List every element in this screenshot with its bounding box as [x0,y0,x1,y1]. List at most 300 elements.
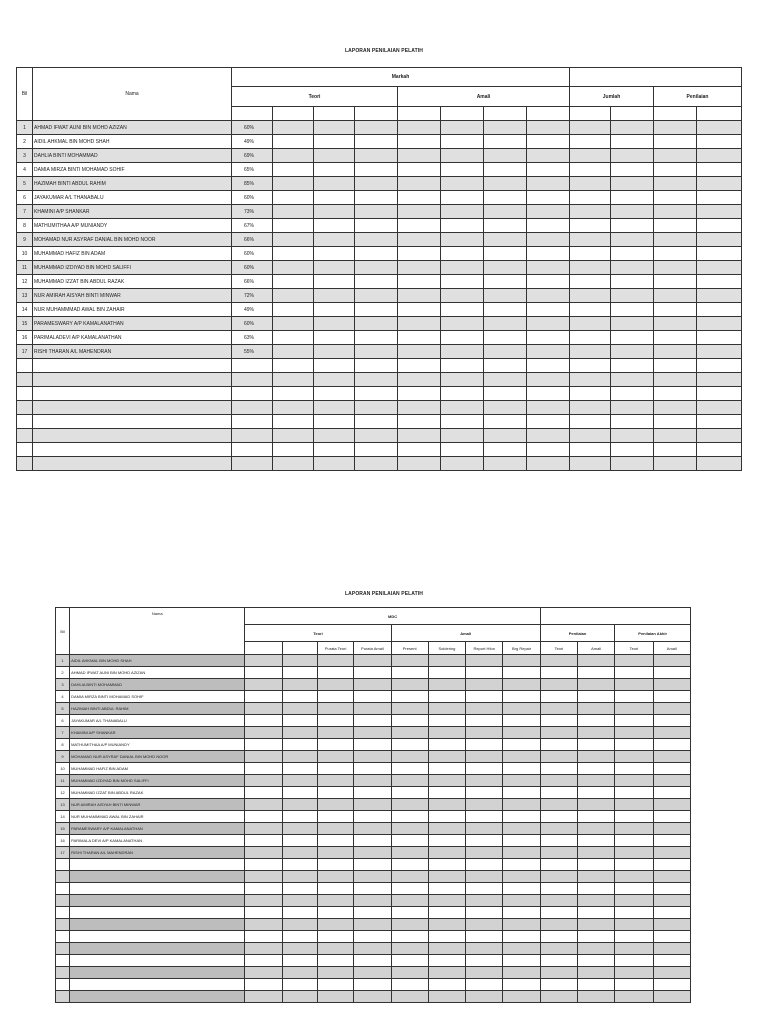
cell-empty [354,847,391,859]
cell-empty [17,443,33,457]
cell-empty [484,177,527,191]
cell-empty [503,775,540,787]
cell-empty [654,443,697,457]
cell-empty [578,991,615,1003]
header-penilaian: Penilaian [540,625,615,642]
cell-empty [245,655,282,667]
cell-empty [540,979,577,991]
cell-empty [355,401,398,415]
cell-empty [503,979,540,991]
cell-empty [540,859,577,871]
cell-empty [314,205,355,219]
cell-markah: 60% [232,247,273,261]
cell-empty [273,429,314,443]
cell-empty [578,751,615,763]
cell-empty [466,907,503,919]
cell-empty [70,871,245,883]
cell-empty [615,847,653,859]
cell-empty [540,775,577,787]
cell-empty [654,163,697,177]
cell-empty [56,955,70,967]
cell-empty [484,191,527,205]
cell-empty [282,715,317,727]
cell-empty [245,871,282,883]
cell-bil: 12 [56,787,70,799]
cell-empty [527,149,570,163]
cell-bil: 1 [56,655,70,667]
cell-empty [540,655,577,667]
table-row [56,811,691,823]
cell-markah: 66% [232,233,273,247]
cell-empty [654,205,697,219]
cell-empty [484,457,527,471]
cell-empty [466,991,503,1003]
cell-empty [653,667,690,679]
cell-empty [355,443,398,457]
cell-empty [527,247,570,261]
cell-empty [282,787,317,799]
cell-empty [355,359,398,373]
cell-empty [428,871,465,883]
cell-empty [697,261,742,275]
cell-empty [484,443,527,457]
cell-empty [527,275,570,289]
cell-empty [654,317,697,331]
cell-empty [466,943,503,955]
cell-empty [398,359,441,373]
cell-empty [398,275,441,289]
cell-empty [570,149,611,163]
cell-bil: 10 [56,763,70,775]
cell-nama: RISHI THARAN A/L MAHENDRAN [33,345,232,359]
cell-empty [428,823,465,835]
cell-empty [354,979,391,991]
cell-empty [653,823,690,835]
cell-empty [611,457,654,471]
cell-empty [355,149,398,163]
cell-empty [578,883,615,895]
cell-empty [527,205,570,219]
cell-empty [391,655,428,667]
cell-empty [391,919,428,931]
cell-nama: MATHUMITHAA A/P MUNIANDY [33,219,232,233]
cell-empty [570,373,611,387]
cell-empty [428,751,465,763]
cell-empty [33,387,232,401]
empty-row [56,943,691,955]
cell-empty [654,219,697,233]
table-row [56,847,691,859]
cell-empty [503,715,540,727]
cell-empty [317,715,353,727]
cell-empty [540,871,577,883]
cell-empty [611,373,654,387]
cell-empty [654,331,697,345]
cell-empty [527,135,570,149]
cell-empty [441,373,484,387]
header-present: Present [391,642,428,655]
cell-empty [245,667,282,679]
cell-nama: HAZIMAH BINTI ABDUL RAHIM [33,177,232,191]
table-row [56,703,691,715]
cell-empty [314,429,355,443]
cell-empty [697,149,742,163]
cell-nama: MATHUMITHAA A/P MUNIANDY [70,739,245,751]
cell-empty [428,679,465,691]
cell-empty [282,847,317,859]
cell-empty [570,261,611,275]
report2-title: LAPORAN PENILAIAN PELATIH [345,591,423,597]
cell-empty [391,967,428,979]
cell-bil: 11 [17,261,33,275]
cell-empty [611,415,654,429]
cell-empty [441,303,484,317]
cell-empty [466,787,503,799]
cell-empty [570,401,611,415]
cell-empty [245,979,282,991]
cell-empty [527,163,570,177]
cell-empty [391,739,428,751]
header-teori: Teori [245,625,391,642]
cell-empty [466,859,503,871]
table-row [56,751,691,763]
cell-empty [654,401,697,415]
cell-empty [503,847,540,859]
cell-empty [570,345,611,359]
cell-empty [697,373,742,387]
cell-empty [441,205,484,219]
cell-nama: MUHAMMAD IZDIYAD BIN MOHD SALIFFI [70,775,245,787]
cell-empty [441,443,484,457]
cell-empty [428,907,465,919]
cell-markah: 73% [232,205,273,219]
cell-empty [273,457,314,471]
cell-empty [232,457,273,471]
cell-empty [398,303,441,317]
cell-empty [317,991,353,1003]
header-amali: Amali [391,625,540,642]
header-mdc: MDC [245,608,540,625]
cell-empty [503,871,540,883]
empty-row [56,979,691,991]
cell-empty [282,679,317,691]
cell-empty [484,149,527,163]
cell-empty [527,191,570,205]
header-amali: Amali [398,87,570,107]
cell-empty [282,775,317,787]
cell-empty [282,967,317,979]
cell-empty [654,149,697,163]
cell-empty [232,387,273,401]
cell-empty [317,799,353,811]
cell-empty [354,835,391,847]
cell-empty [503,931,540,943]
cell-bil: 15 [17,317,33,331]
cell-empty [428,895,465,907]
cell-empty [273,373,314,387]
cell-empty [441,149,484,163]
cell-empty [654,429,697,443]
cell-empty [540,787,577,799]
cell-empty [317,919,353,931]
cell-empty [273,121,314,135]
cell-empty [273,275,314,289]
cell-empty [245,907,282,919]
cell-empty [273,191,314,205]
cell-empty [611,331,654,345]
cell-empty [317,835,353,847]
cell-empty [70,979,245,991]
cell-empty [503,751,540,763]
cell-empty [17,415,33,429]
cell-empty [354,799,391,811]
cell-bil: 10 [17,247,33,261]
cell-empty [273,135,314,149]
cell-empty [654,303,697,317]
cell-empty [245,835,282,847]
table-row [17,345,742,359]
header-report-hfon: Report Hfon [466,642,503,655]
cell-empty [354,667,391,679]
cell-empty [391,727,428,739]
cell-empty [527,359,570,373]
cell-empty [697,205,742,219]
cell-empty [354,703,391,715]
cell-empty [391,715,428,727]
cell-empty [428,775,465,787]
cell-empty [398,443,441,457]
cell-empty [611,359,654,373]
cell-empty [654,177,697,191]
cell-empty [653,883,690,895]
cell-empty [428,991,465,1003]
cell-nama: DAHLIA BINTI MOHAMMAD [33,149,232,163]
cell-empty [578,715,615,727]
cell-empty [282,991,317,1003]
cell-empty [428,703,465,715]
cell-empty [245,799,282,811]
cell-empty [391,823,428,835]
cell-bil: 8 [56,739,70,751]
cell-empty [282,655,317,667]
cell-empty [398,401,441,415]
cell-nama: AHMAD IFWAT AUNI BIN MOHD AZIZAN [33,121,232,135]
cell-empty [391,931,428,943]
table-row [56,775,691,787]
cell-empty [441,219,484,233]
header-nama: Nama [33,68,232,121]
table-row [17,275,742,289]
cell-bil: 8 [17,219,33,233]
cell-empty [33,415,232,429]
cell-empty [391,763,428,775]
cell-empty [33,373,232,387]
cell-empty [398,373,441,387]
cell-empty [282,859,317,871]
cell-empty [466,823,503,835]
cell-empty [398,121,441,135]
cell-nama: NUR AMIRAH AISYAH BINTI MINWAR [33,289,232,303]
cell-empty [428,667,465,679]
cell-empty [56,943,70,955]
cell-empty [428,739,465,751]
cell-empty [697,331,742,345]
cell-empty [314,219,355,233]
cell-empty [570,457,611,471]
cell-empty [70,991,245,1003]
cell-bil: 2 [56,667,70,679]
cell-empty [398,177,441,191]
cell-empty [245,715,282,727]
cell-empty [484,373,527,387]
cell-empty [282,667,317,679]
cell-empty [245,859,282,871]
cell-empty [611,289,654,303]
cell-markah: 60% [232,261,273,275]
cell-empty [503,823,540,835]
cell-empty [428,931,465,943]
cell-empty [540,907,577,919]
cell-nama: AHMAD IFWAT AUNI BIN MOHD AZIZAN [70,667,245,679]
cell-empty [428,763,465,775]
cell-empty [282,919,317,931]
cell-empty [697,359,742,373]
cell-empty [484,345,527,359]
cell-empty [317,847,353,859]
cell-empty [17,457,33,471]
cell-bil: 12 [17,275,33,289]
cell-empty [428,655,465,667]
cell-nama: AIDIL AHKMAL BIN MOHD SHAH [70,655,245,667]
table-row [56,823,691,835]
table-row [17,163,742,177]
cell-empty [33,359,232,373]
cell-empty [428,799,465,811]
cell-empty [527,373,570,387]
cell-empty [354,883,391,895]
header-nama: Nama [70,608,245,655]
cell-empty [611,163,654,177]
table-row [17,177,742,191]
cell-empty [317,667,353,679]
cell-empty [398,191,441,205]
cell-empty [466,739,503,751]
table-row [56,715,691,727]
cell-empty [484,275,527,289]
cell-empty [653,739,690,751]
cell-empty [314,275,355,289]
cell-empty [428,847,465,859]
cell-empty [317,931,353,943]
cell-empty [245,691,282,703]
header-sub-teori2: Teori [615,642,653,655]
cell-empty [654,415,697,429]
cell-empty [503,739,540,751]
cell-empty [314,163,355,177]
cell-empty [273,233,314,247]
cell-empty [56,883,70,895]
cell-bil: 15 [56,823,70,835]
cell-empty [615,979,653,991]
header-purata-teori: Purata Teori [317,642,353,655]
cell-nama: KHAMINI A/P SHANKAR [70,727,245,739]
cell-bil: 13 [17,289,33,303]
cell-empty [273,149,314,163]
cell-empty [245,895,282,907]
cell-empty [317,955,353,967]
cell-empty [355,429,398,443]
cell-markah: 55% [232,345,273,359]
cell-empty [398,457,441,471]
cell-empty [578,859,615,871]
cell-empty [441,275,484,289]
table-row [17,303,742,317]
cell-empty [354,955,391,967]
cell-empty [615,763,653,775]
cell-bil: 17 [56,847,70,859]
cell-empty [441,135,484,149]
cell-empty [354,871,391,883]
cell-empty [428,955,465,967]
cell-empty [273,177,314,191]
cell-empty [428,943,465,955]
cell-empty [391,751,428,763]
cell-empty [354,655,391,667]
cell-empty [282,835,317,847]
cell-markah: 60% [232,121,273,135]
cell-empty [441,415,484,429]
cell-empty [615,907,653,919]
cell-empty [355,247,398,261]
cell-empty [428,835,465,847]
cell-empty [503,667,540,679]
cell-empty [245,787,282,799]
cell-empty [578,727,615,739]
cell-empty [540,943,577,955]
cell-empty [527,457,570,471]
cell-markah: 60% [232,191,273,205]
cell-empty [273,247,314,261]
cell-empty [611,205,654,219]
cell-empty [398,233,441,247]
table-row [17,121,742,135]
cell-nama: MUHAMMAD HAFIZ BIN ADAM [33,247,232,261]
cell-empty [355,233,398,247]
cell-empty [578,955,615,967]
cell-empty [527,261,570,275]
cell-empty [611,177,654,191]
header-bil: Bil [17,68,33,121]
cell-empty [56,895,70,907]
cell-empty [697,429,742,443]
cell-empty [56,871,70,883]
cell-empty [273,219,314,233]
header-sub-amali: Amali [578,642,615,655]
cell-empty [273,261,314,275]
cell-empty [391,799,428,811]
cell-empty [354,823,391,835]
cell-empty [503,727,540,739]
cell-empty [484,219,527,233]
cell-empty [391,775,428,787]
cell-empty [398,219,441,233]
cell-empty [611,149,654,163]
cell-empty [17,387,33,401]
cell-empty [615,703,653,715]
cell-empty [697,121,742,135]
cell-empty [654,275,697,289]
cell-nama: NUR AMIRAH AISYAH BINTI MINWAR [70,799,245,811]
